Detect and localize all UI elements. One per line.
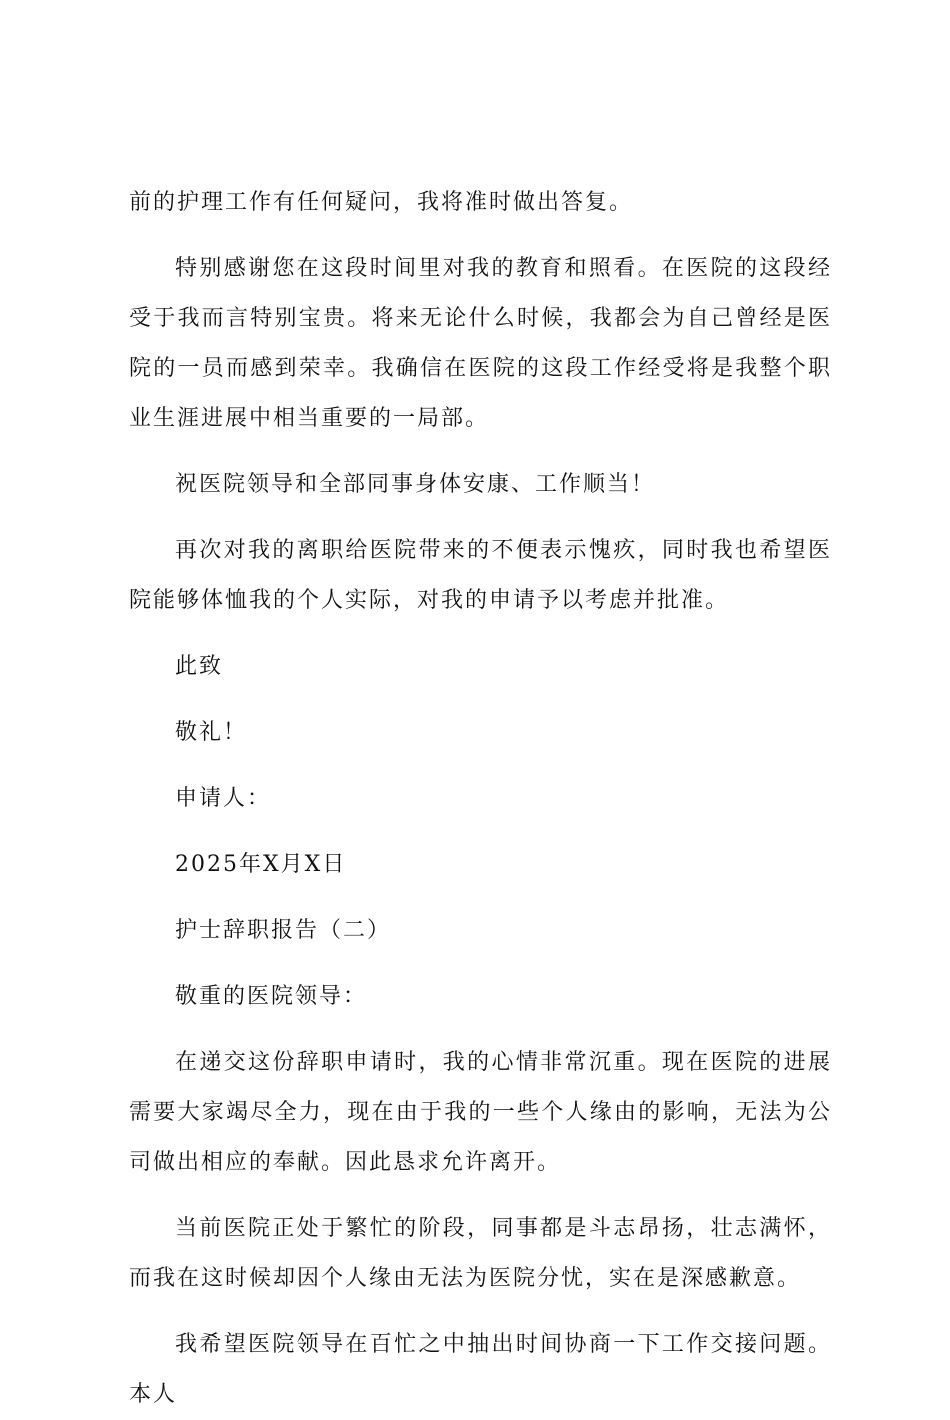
applicant-label: 申请人：: [175, 786, 272, 811]
closing-salutation: 此致: [175, 654, 224, 679]
paragraph-handover: 我希望医院领导在百忙之中抽出时间协商一下工作交接问题。本人: [129, 1332, 832, 1407]
greeting: 敬重的医院领导：: [175, 984, 368, 1009]
paragraph-continuation: 前的护理工作有任何疑问，我将准时做出答复。: [129, 190, 634, 215]
paragraph-intro: 在递交这份辞职申请时，我的心情非常沉重。现在医院的进展需要大家竭尽全力，现在由于我的一些个人缘由的影响，无法为公司做出相应的奉献。因此恳求允许离开。: [129, 1050, 832, 1175]
paragraph-thanks: 特别感谢您在这段时间里对我的教育和照看。在医院的这段经受于我而言特别宝贵。将来无论什么时候，我都会为自己曾经是医院的一员而感到荣幸。我确信在医院的这段工作经受将是我整个职业生涯进展中相当重要的一局部。: [129, 256, 832, 431]
document-page: [129, 178, 832, 1420]
date-line: 2025年X月X日: [175, 852, 347, 877]
closing-regards: 敬礼！: [175, 720, 248, 745]
paragraph-busy-period: 当前医院正处于繁忙的阶段，同事都是斗志昂扬，壮志满怀，而我在这时候却因个人缘由无法为医院分忧，实在是深感歉意。: [129, 1216, 832, 1291]
paragraph-wishes: 祝医院领导和全部同事身体安康、工作顺当！: [175, 472, 656, 497]
section-title: 护士辞职报告（二）: [175, 918, 392, 943]
paragraph-apology: 再次对我的离职给医院带来的不便表示愧疚，同时我也希望医院能够体恤我的个人实际，对我的申请予以考虑并批准。: [129, 538, 832, 613]
